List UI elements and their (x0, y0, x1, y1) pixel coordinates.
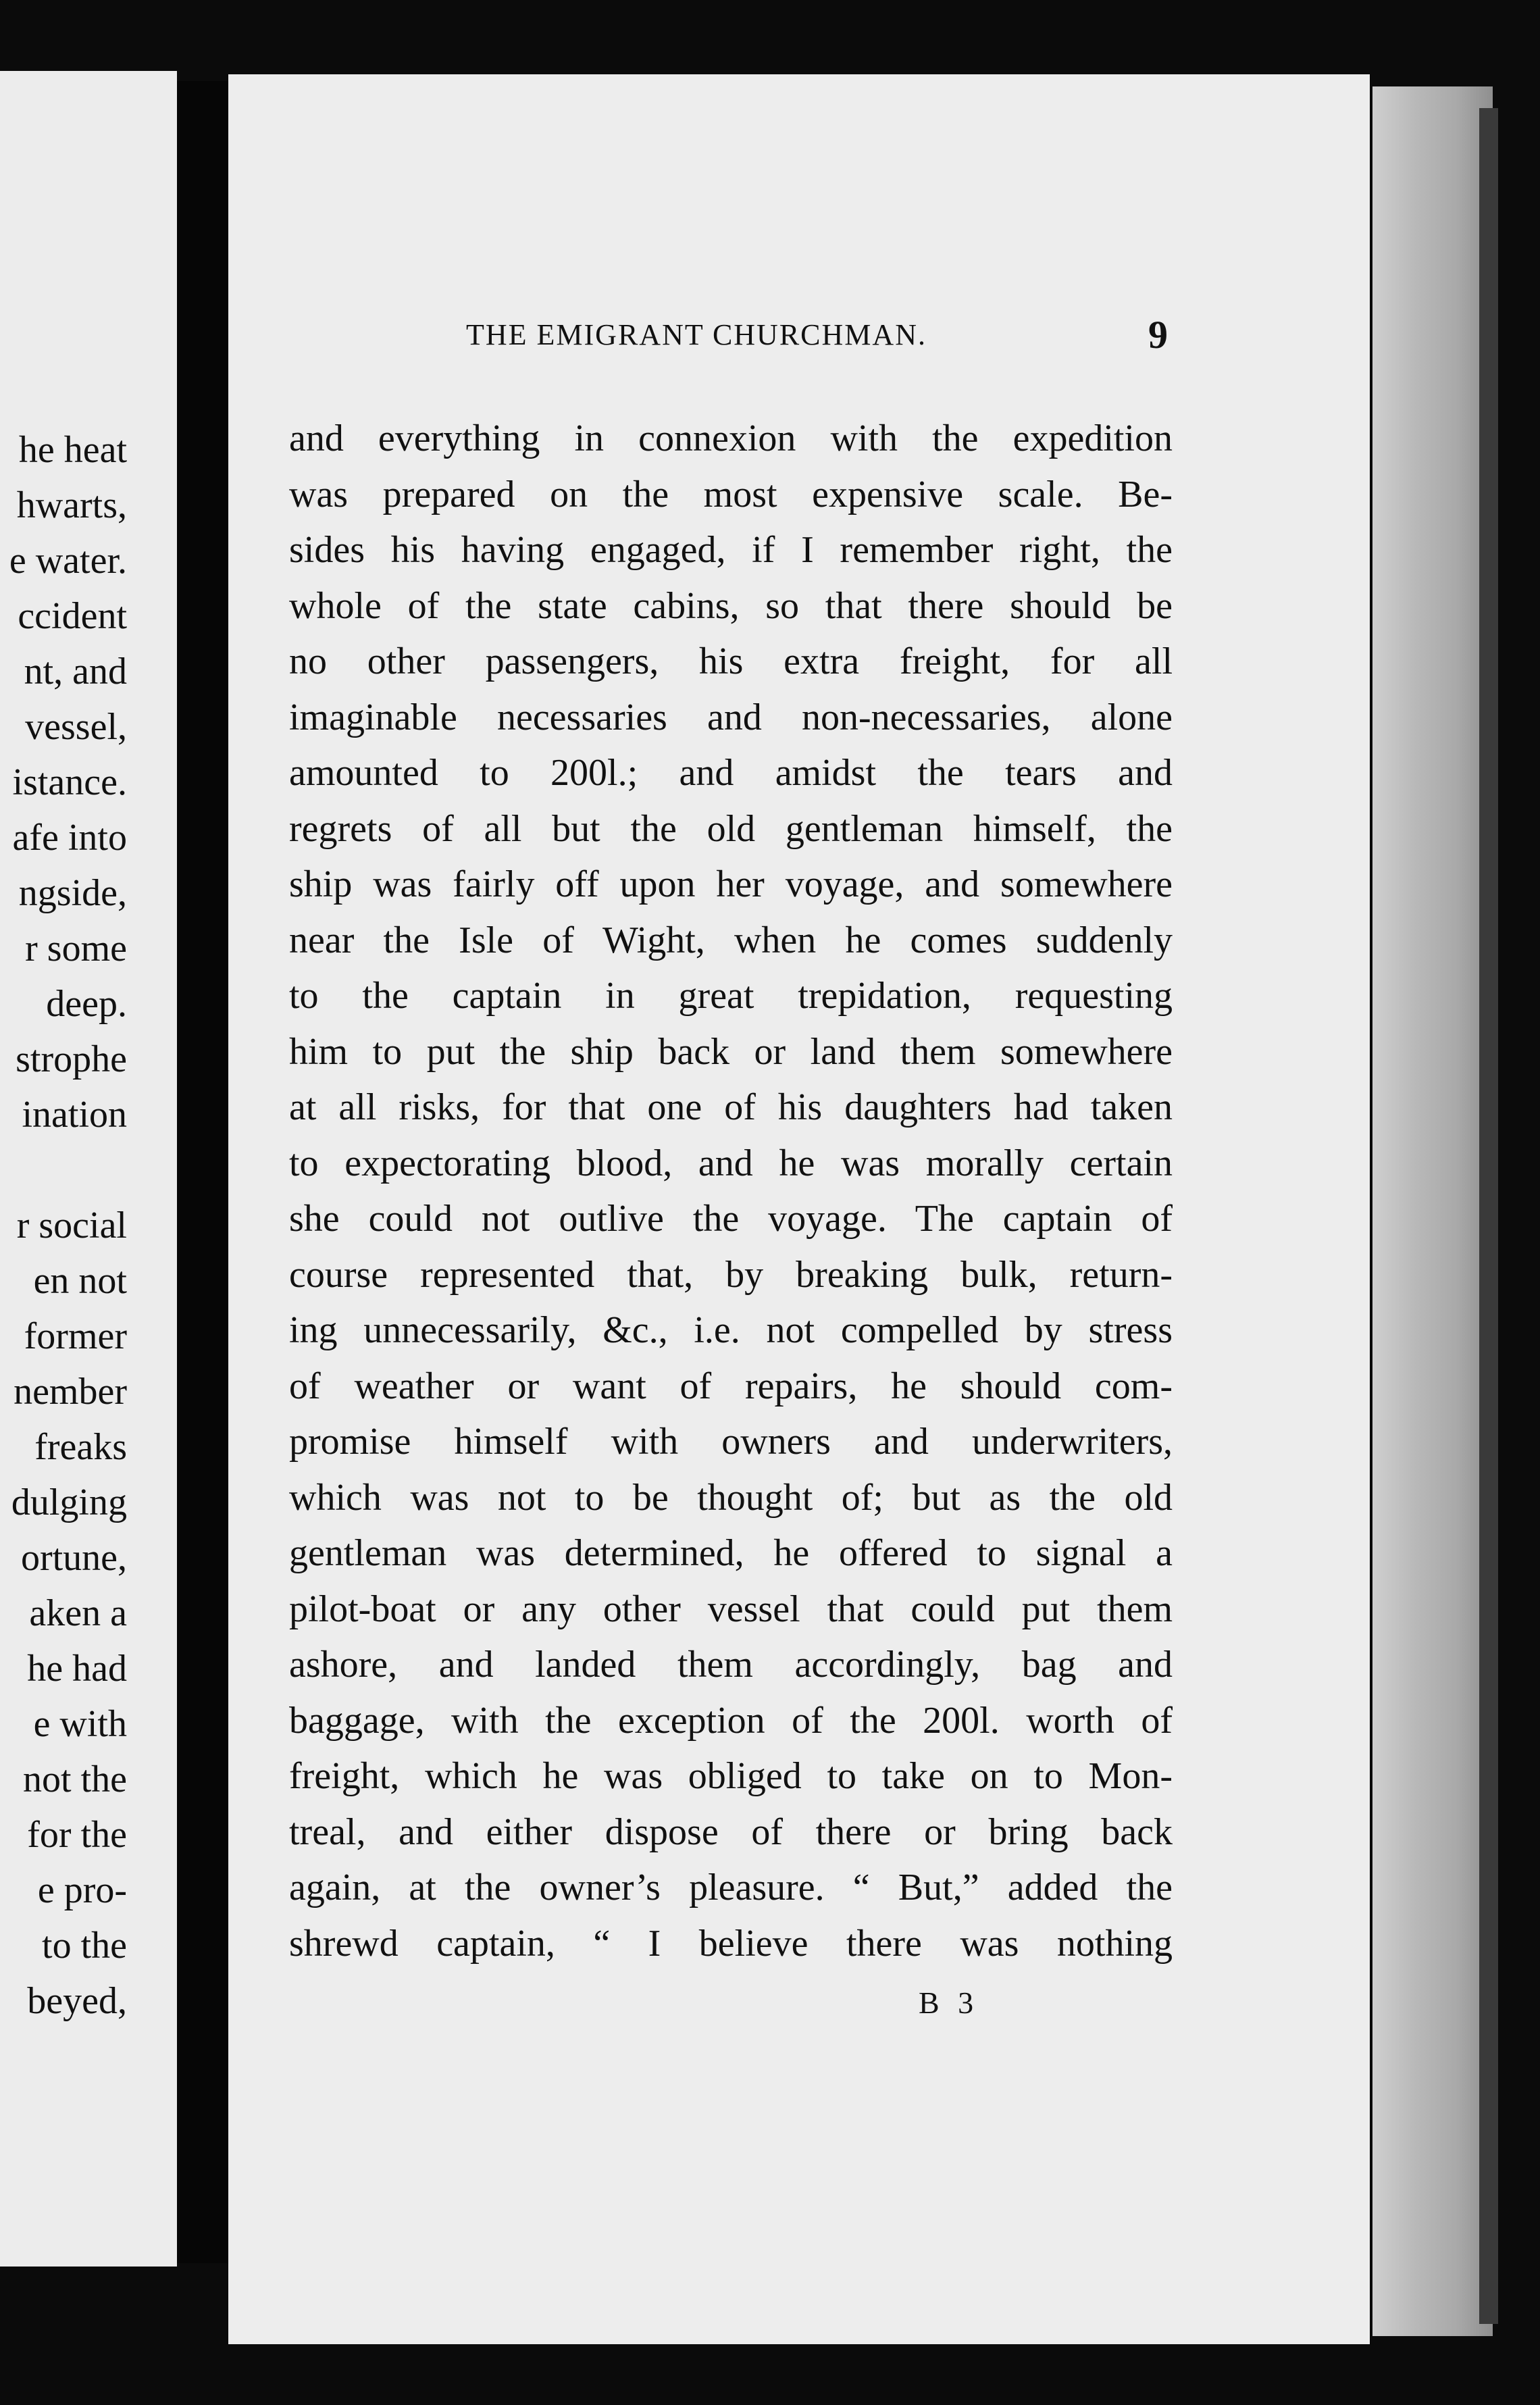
facing-page-line: r some (25, 928, 127, 969)
text-line: amounted to 200l.; and amidst the tears and (289, 752, 1173, 794)
text-line: to expectorating blood, and he was morally certain (289, 1142, 1173, 1184)
facing-page-line: nt, and (24, 651, 127, 692)
facing-page-line: r social (16, 1205, 127, 1246)
facing-page-line: dulging (11, 1482, 127, 1523)
facing-page-line: to the (42, 1925, 127, 1967)
text-line: treal, and either dispose of there or bring back (289, 1811, 1173, 1853)
text-line: baggage, with the exception of the 200l. worth of (289, 1699, 1173, 1742)
facing-page-line: he heat (18, 429, 127, 471)
text-line: at all risks, for that one of his daughters had taken (289, 1086, 1173, 1128)
text-line: gentleman was determined, he offered to signal a (289, 1532, 1173, 1574)
facing-page-line: ngside, (18, 872, 127, 914)
facing-page-line: aken a (29, 1592, 127, 1634)
text-line: imaginable necessaries and non-necessaries, alone (289, 696, 1173, 738)
text-line: ing unnecessarily, &c., i.e. not compelled by stress (289, 1309, 1173, 1351)
text-line: near the Isle of Wight, when he comes suddenly (289, 919, 1173, 961)
body-text (289, 411, 1173, 1971)
facing-page-line: en not (33, 1260, 127, 1302)
facing-page-line: vessel, (25, 706, 127, 748)
text-line: no other passengers, his extra freight, for all (289, 640, 1173, 682)
page-block-shadow (1479, 108, 1498, 2324)
facing-page-line: for the (27, 1814, 127, 1856)
text-line: and everything in connexion with the expedition (289, 417, 1173, 459)
facing-page-line: ccident (18, 595, 127, 637)
facing-page-line: former (24, 1315, 127, 1357)
facing-page-line: e water. (9, 540, 127, 582)
facing-page-line: ortune, (20, 1537, 127, 1579)
facing-page-line: strophe (16, 1038, 127, 1080)
page-block-edge (1372, 86, 1493, 2336)
text-line: sides his having engaged, if I remember right, the (289, 529, 1173, 571)
facing-page-line (0, 1142, 127, 1198)
facing-page-line: e with (33, 1703, 127, 1745)
running-head: THE EMIGRANT CHURCHMAN. (466, 318, 927, 351)
text-line: which was not to be thought of; but as the old (289, 1476, 1173, 1519)
text-line: promise himself with owners and underwriters, (289, 1421, 1173, 1463)
text-line: freight, which he was obliged to take on to Mon- (289, 1755, 1173, 1797)
facing-page-line: hwarts, (16, 484, 127, 526)
text-line: ship was fairly off upon her voyage, and somewhere (289, 863, 1173, 905)
facing-page-line: beyed, (27, 1980, 127, 2022)
text-line: course represented that, by breaking bulk, return- (289, 1253, 1173, 1296)
page-number: 9 (1148, 313, 1168, 357)
facing-page-line: he had (27, 1648, 127, 1690)
text-line: again, at the owner’s pleasure. “ But,” added the (289, 1867, 1173, 1908)
facing-page-text (0, 422, 127, 2029)
text-line: was prepared on the most expensive scale. Be- (289, 473, 1173, 515)
facing-page-line: not the (23, 1758, 127, 1800)
text-line: whole of the state cabins, so that there should be (289, 584, 1173, 627)
facing-page-line: e pro- (37, 1869, 127, 1911)
facing-page-line: istance. (12, 761, 127, 803)
facing-page-line: ination (22, 1094, 127, 1136)
facing-page-line: afe into (12, 817, 127, 859)
facing-page-line: nember (14, 1371, 127, 1413)
facing-page-left (0, 71, 177, 2267)
facing-page-line: freaks (34, 1426, 127, 1468)
text-line: pilot-boat or any other vessel that could put them (289, 1588, 1173, 1630)
text-line: ashore, and landed them accordingly, bag and (289, 1644, 1173, 1686)
facing-page-line: deep. (46, 983, 127, 1025)
text-line: him to put the ship back or land them somewhere (289, 1030, 1173, 1073)
signature-mark: B 3 (919, 1985, 979, 2020)
text-line: regrets of all but the old gentleman himself, the (289, 807, 1173, 850)
text-line: of weather or want of repairs, he should com- (289, 1365, 1173, 1407)
text-line: she could not outlive the voyage. The captain of (289, 1198, 1173, 1240)
text-line: to the captain in great trepidation, requesting (289, 975, 1173, 1017)
text-line: shrewd captain, “ I believe there was nothing (289, 1922, 1173, 1965)
